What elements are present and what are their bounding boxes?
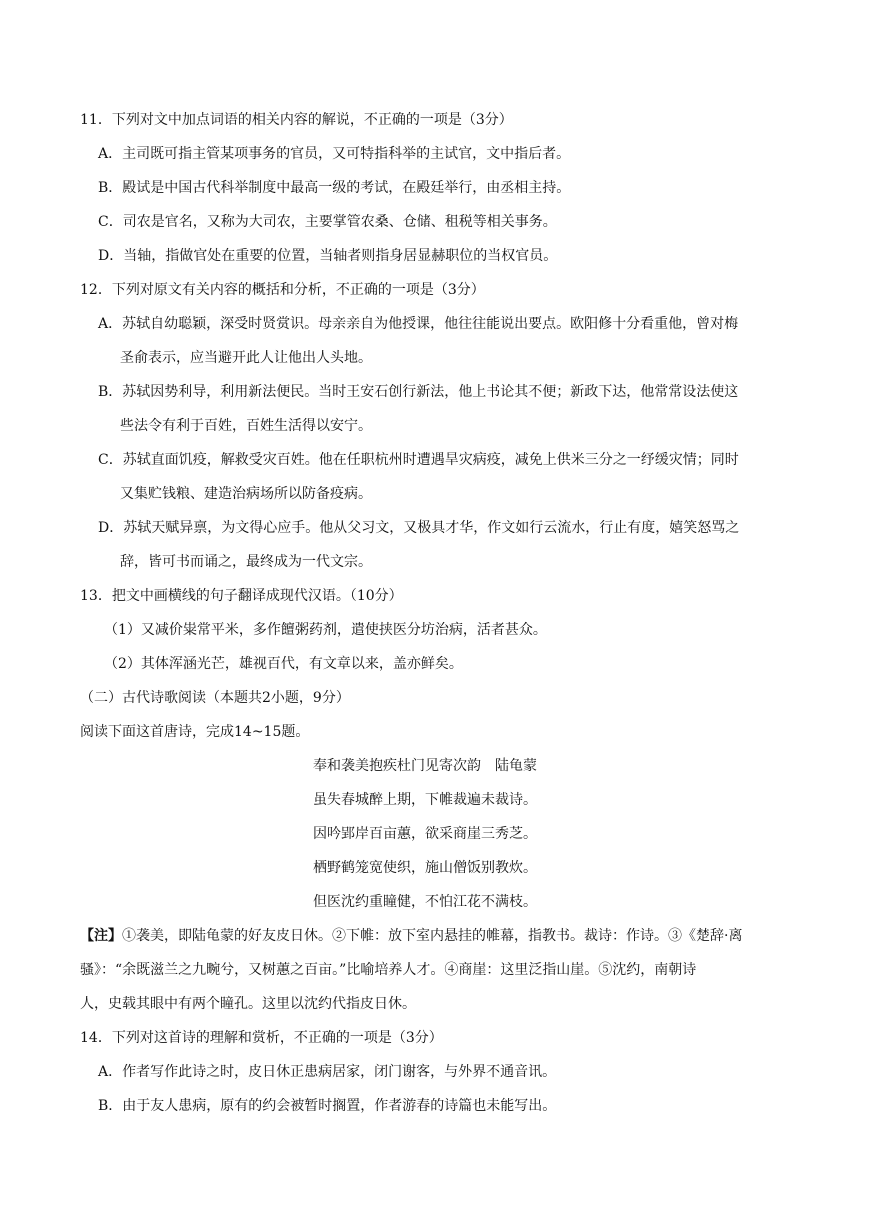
q12-option-a-line2: 圣俞表示，应当避开此人让他出人头地。	[120, 350, 372, 366]
note-label: 【注】	[80, 928, 122, 944]
q13-stem: 13．把文中画横线的句子翻译成现代汉语。（10分）	[80, 588, 403, 604]
q13-sentence-2: （2）其体浑涵光芒，雄视百代，有文章以来，盖亦鲜矣。	[104, 656, 463, 672]
poem-line: 栖野鹤笼宽使织，施山僧饭别教炊。	[313, 860, 537, 876]
section-intro: 阅读下面这首唐诗，完成14~15题。	[80, 724, 310, 740]
note-text-1: ①袭美，即陆龟蒙的好友皮日休。②下帷：放下室内悬挂的帷幕，指教书。裁诗：作诗。③《楚辞·离	[122, 928, 743, 944]
q12-option-c-line2: 又集贮钱粮、建造治病场所以防备疫病。	[120, 486, 372, 502]
q12-option-d-line1: D．苏轼天赋异禀，为文得心应手。他从父习文，又极具才华，作文如行云流水，行止有度，嬉笑怒骂之	[98, 520, 740, 536]
q11-option-b: B．殿试是中国古代科举制度中最高一级的考试，在殿廷举行，由丞相主持。	[98, 180, 571, 196]
q12-option-b-line1: B．苏轼因势利导，利用新法便民。当时王安石创行新法，他上书论其不便；新政下达，他常常设法使这	[98, 384, 739, 400]
poem-line: 因吟郢岸百亩蕙，欲采商崖三秀芝。	[313, 826, 537, 842]
q14-option-a: A．作者写作此诗之时，皮日休正患病居家，闭门谢客，与外界不通音讯。	[98, 1064, 557, 1080]
q13-sentence-1: （1）又减价粜常平米，多作饘粥药剂，遣使挟医分坊治病，活者甚众。	[104, 622, 547, 638]
q12-option-d-line2: 辞，皆可书而诵之，最终成为一代文宗。	[120, 554, 372, 570]
q11-option-d: D．当轴，指做官处在重要的位置，当轴者则指身居显赫职位的当权官员。	[98, 248, 558, 264]
note-line-2: 骚》：“余既滋兰之九畹兮，又树蕙之百亩。”比喻培养人才。④商崖：这里泛指山崖。⑤沈约，南朝诗	[80, 962, 697, 978]
note-line-1	[80, 926, 742, 946]
poem-line: 虽失春城醉上期，下帷裁遍未裁诗。	[313, 792, 537, 808]
section-title: （二）古代诗歌阅读（本题共2小题，9分）	[80, 690, 350, 706]
q14-stem: 14．下列对这首诗的理解和赏析，不正确的一项是（3分）	[80, 1030, 443, 1046]
q11-stem: 11．下列对文中加点词语的相关内容的解说，不正确的一项是（3分）	[80, 112, 513, 128]
q14-option-b: B．由于友人患病，原有的约会被暂时搁置，作者游春的诗篇也未能写出。	[98, 1098, 557, 1114]
q11-option-a: A．主司既可指主管某项事务的官员，又可特指科举的主试官，文中指后者。	[98, 146, 571, 162]
poem-line: 但医沈约重瞳健，不怕江花不满枝。	[313, 894, 537, 910]
q12-option-c-line1: C．苏轼直面饥疫，解救受灾百姓。他在任职杭州时遭遇旱灾病疫，减免上供米三分之一纾缓灾情；同时	[98, 452, 739, 468]
poem-title: 奉和袭美抱疾杜门见寄次韵 陆龟蒙	[313, 758, 537, 774]
q12-option-a-line1: A．苏轼自幼聪颖，深受时贤赏识。母亲亲自为他授课，他往往能说出要点。欧阳修十分看重他，曾对梅	[98, 316, 739, 332]
q11-option-c: C．司农是官名，又称为大司农，主要掌管农桑、仓储、租税等相关事务。	[98, 214, 557, 230]
q12-stem: 12．下列对原文有关内容的概括和分析，不正确的一项是（3分）	[80, 282, 485, 298]
note-line-3: 人，史载其眼中有两个瞳孔。这里以沈约代指皮日休。	[80, 996, 416, 1012]
q12-option-b-line2: 些法令有利于百姓，百姓生活得以安宁。	[120, 418, 372, 434]
